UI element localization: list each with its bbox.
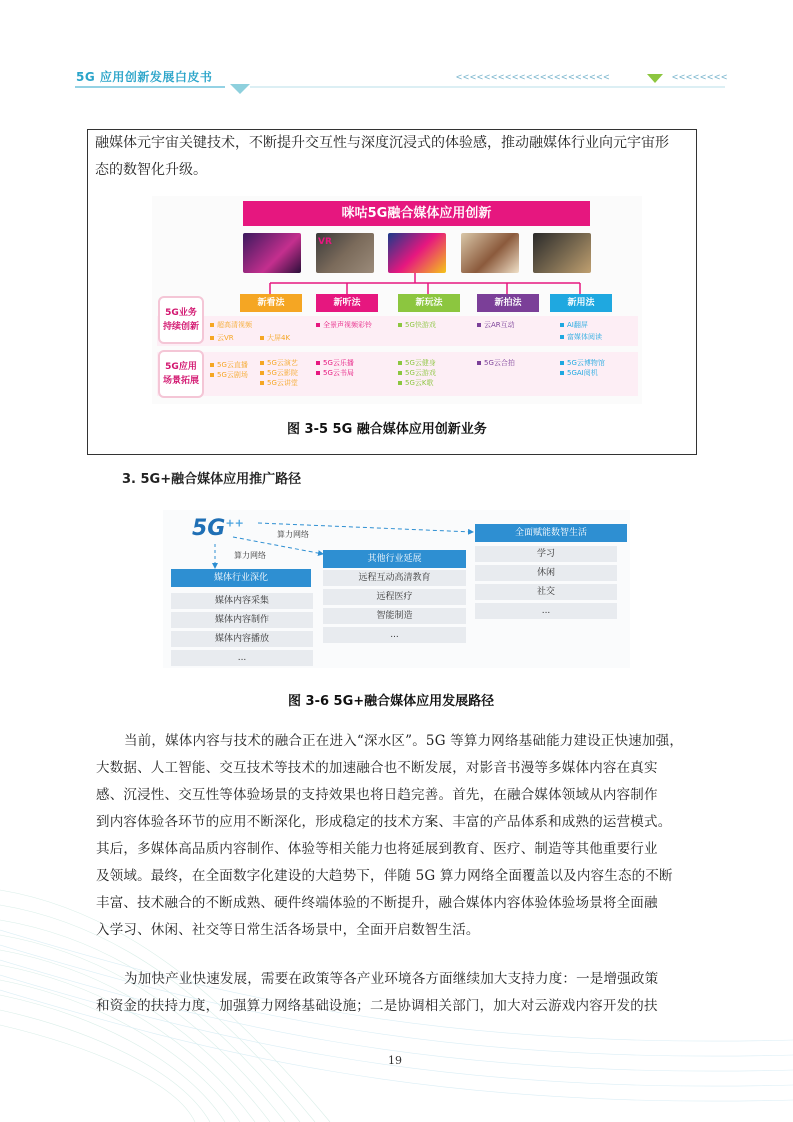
column-head-new-play: 新玩法 — [398, 294, 460, 312]
list-item: 5G云影院 — [260, 369, 298, 378]
vr-label: VR — [318, 237, 332, 247]
list-item: 5G云合拍 — [477, 359, 515, 368]
list-item: 媒体内容播放 — [171, 631, 313, 647]
intro-text-line-1: 融媒体元宇宙关键技术，不断提升交互性与深度沉浸式的体验感，推动融媒体行业向元宇宙形 — [95, 135, 669, 151]
photo-museum — [533, 233, 591, 273]
list-item: 社交 — [475, 584, 617, 600]
paragraph-line: 到内容体验各环节的应用不断深化，形成稳定的技术方案、丰富的产品体系和成熟的运营模式。 — [96, 814, 672, 830]
row-label-business-line1: 5G业务 — [165, 308, 197, 318]
page-number: 19 — [388, 1054, 402, 1067]
list-item: 5G快游戏 — [398, 321, 436, 330]
paragraph-line: 及领域。最终，在全面数字化建设的大趋势下，伴随 5G 算力网络全面覆盖以及内容生态的不断 — [96, 868, 673, 884]
list-item: 5G云讲堂 — [260, 379, 298, 388]
list-item: 媒体内容采集 — [171, 593, 313, 609]
header-arrow-decoration-right: <<<<<<<< — [672, 72, 729, 83]
path-stage-other-industries: 其他行业延展 — [323, 550, 466, 568]
compute-network-label-left: 算力网络 — [234, 551, 266, 560]
row-label-scenes-line1: 5G应用 — [165, 362, 197, 372]
5g-logo-plus: ++ — [225, 516, 244, 530]
paragraph-line: 丰富、技术融合的不断成熟、硬件终端体验的不断提升，融合媒体内容体验体验场景将全面融 — [96, 895, 658, 911]
list-item: 5G云游戏 — [398, 369, 436, 378]
row-label-scenes — [158, 350, 204, 398]
list-item: 云VR — [210, 334, 234, 343]
list-item: 远程互动高清教育 — [323, 570, 466, 586]
row-label-scenes-line2: 场景拓展 — [162, 376, 199, 386]
list-item: 远程医疗 — [323, 589, 466, 605]
paragraph-line: 入学习、休闲、社交等日常生活各场景中，全面开启数智生活。 — [96, 922, 480, 938]
column-head-new-shoot: 新拍法 — [477, 294, 539, 312]
paragraph-line: 感、沉浸性、交互性等体验场景的支持效果也将日趋完善。首先，在融合媒体领域从内容制作 — [96, 787, 658, 803]
list-item: 5G云演艺 — [260, 359, 298, 368]
list-item: 全景声视频彩铃 — [316, 321, 372, 330]
5g-logo-text: 5G — [192, 516, 226, 541]
header-arrow-decoration: <<<<<<<<<<<<<<<<<<<<<< — [456, 72, 611, 83]
5g-logo — [192, 516, 244, 541]
section-heading: 3. 5G+融合媒体应用推广路径 — [122, 472, 302, 487]
intro-text-line-2: 态的数智化升级。 — [95, 162, 207, 178]
list-item: ... — [171, 650, 313, 666]
list-item: 5G云直播 — [210, 361, 248, 370]
column-head-new-use: 新用法 — [550, 294, 612, 312]
header-title: 5G 应用创新发展白皮书 — [76, 70, 213, 84]
paragraph-line: 当前，媒体内容与技术的融合正在进入“深水区”。5G 等算力网络基础能力建设正快速加强， — [124, 733, 684, 749]
figure-3-6-caption: 图 3-6 5G+融合媒体应用发展路径 — [288, 694, 495, 709]
column-head-new-watch: 新看法 — [240, 294, 302, 312]
list-item: 5GAI阅机 — [560, 369, 598, 378]
list-item: 大屏4K — [260, 334, 290, 343]
header-rule — [75, 84, 725, 96]
column-head-new-listen: 新听法 — [316, 294, 378, 312]
compute-network-label-top: 算力网络 — [277, 530, 309, 539]
list-item: 5G云乐播 — [316, 359, 354, 368]
paragraph-line: 为加快产业快速发展，需要在政策等各产业环境各方面继续加大支持力度：一是增强政策 — [124, 971, 659, 987]
list-item: 5G云博物馆 — [560, 359, 605, 368]
list-item: 超高清视频 — [210, 321, 252, 330]
path-stage-digital-life: 全面赋能数智生活 — [475, 524, 627, 542]
figure-banner: 咪咕5G融合媒体应用创新 — [243, 201, 590, 226]
list-item: 媒体内容制作 — [171, 612, 313, 628]
list-item: 5G云书局 — [316, 369, 354, 378]
list-item: 5G云K歌 — [398, 379, 433, 388]
list-item: ... — [323, 627, 466, 643]
list-item: AI翻屏 — [560, 321, 588, 330]
photo-big-screen — [388, 233, 446, 273]
list-item: 学习 — [475, 546, 617, 562]
paragraph-line: 其后，多媒体高品质内容制作、体验等相关能力也将延展到教育、医疗、制造等其他重要行业 — [96, 841, 658, 857]
path-stage-media-deepening: 媒体行业深化 — [171, 569, 311, 587]
list-item: 智能制造 — [323, 608, 466, 624]
list-item: 富媒体阅读 — [560, 333, 602, 342]
list-item: 5G云健身 — [398, 359, 436, 368]
paragraph-line: 大数据、人工智能、交互技术等技术的加速融合也不断发展，对影音书漫等多媒体内容在真实 — [96, 760, 658, 776]
photo-concert — [243, 233, 301, 273]
list-item: 云AR互动 — [477, 321, 515, 330]
photo-game — [461, 233, 519, 273]
list-item: 休闲 — [475, 565, 617, 581]
row-label-business-line2: 持续创新 — [162, 322, 199, 332]
figure-3-5-caption: 图 3-5 5G 融合媒体应用创新业务 — [287, 422, 487, 437]
list-item: ... — [475, 603, 617, 619]
list-item: 5G云剧场 — [210, 371, 248, 380]
row-label-business — [158, 296, 204, 344]
header-triangle-icon — [647, 74, 663, 84]
paragraph-line: 和资金的扶持力度，加强算力网络基础设施；二是协调相关部门，加大对云游戏内容开发的扶 — [96, 998, 658, 1014]
